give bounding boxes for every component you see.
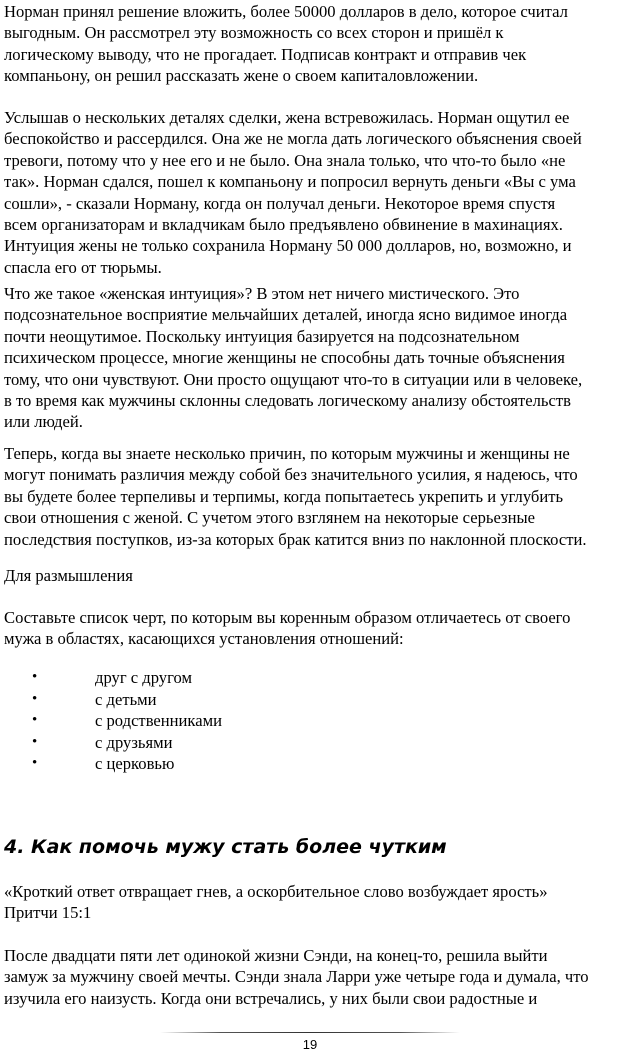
reflection-label xyxy=(4,565,616,586)
bullet-marker: • xyxy=(32,669,38,685)
list-item xyxy=(4,732,616,754)
list-item-text: с церковью xyxy=(95,754,175,774)
list-item-text: с друзьями xyxy=(95,732,173,752)
text-line: замуж за мужчину своей мечты. Сэнди знала Ларри уже четыре года и думала, что xyxy=(4,967,589,987)
paragraph-wife-intuition-story xyxy=(4,107,616,278)
paragraph-female-intuition xyxy=(4,283,616,433)
text-line: или людей. xyxy=(4,412,83,432)
text-line: компаньону, он решил рассказать жене о своем капиталовложении. xyxy=(4,66,479,86)
text-line: сошли», - сказали Норману, когда он получал деньги. Некоторое время спустя xyxy=(4,193,556,213)
text-line: Составьте список черт, по которым вы коренным образом отличаетесь от своего xyxy=(4,608,571,627)
bullet-marker: • xyxy=(32,733,38,750)
paragraph-understanding-differences xyxy=(4,443,616,550)
epigraph-quote xyxy=(4,881,616,924)
text-line: всем организаторам и вкладчикам было предъявлено обвинение в махинациях. xyxy=(4,215,563,235)
text-line: спасла его от тюрьмы. xyxy=(4,257,162,277)
list-item-text: с детьми xyxy=(95,689,157,709)
text-line: логическому выводу, что не прогадает. Подписав контракт и отправив чек xyxy=(4,44,527,64)
text-line: почти неощутимое. Поскольку интуиция базируется на подсознательном xyxy=(4,326,520,346)
bullet-marker: • xyxy=(32,690,38,707)
text-line: Что же такое «женская интуиция»? В этом нет ничего мистического. Это xyxy=(4,284,520,303)
list-item xyxy=(4,667,616,689)
paragraph-sandy-story xyxy=(4,945,616,1009)
bullet-marker: • xyxy=(32,712,38,729)
paragraph-norman-investment xyxy=(4,1,616,87)
text-line: изучила его наизусть. Когда они встречались, у них были свои радостные и xyxy=(4,988,538,1008)
text-line: Интуиция жены не только сохранила Норману 50 000 долларов, но, возможно, и xyxy=(4,236,572,256)
text-line: последствия поступков, из-за которых брак катится вниз по наклонной плоскости. xyxy=(4,529,587,549)
text-line: могут понимать различия между собой без значительного усилия, я надеюсь, что xyxy=(4,465,578,485)
text-line: Притчи 15:1 xyxy=(4,903,92,923)
text-line: Услышав о нескольких деталях сделки, жена встревожилась. Норман ощутил ее xyxy=(4,108,570,127)
page-number: 19 xyxy=(302,1037,318,1052)
text-line: выгодным. Он рассмотрел эту возможность со всех сторон и пришёл к xyxy=(4,23,504,43)
text-line: тревоги, потому что у нее его и не было. Она знала только, что что-то было «не xyxy=(4,150,566,170)
footer-divider xyxy=(160,1032,460,1033)
list-item xyxy=(4,710,616,732)
bullet-marker: • xyxy=(32,755,38,772)
text-line: свои отношения с женой. С учетом этого взглянем на некоторые серьезные xyxy=(4,508,535,528)
text-line: После двадцати пяти лет одинокой жизни Сэнди, на конец-то, решила выйти xyxy=(4,946,548,965)
text-line: в то время как мужчины склонны следовать логическому анализу обстоятельств xyxy=(4,391,571,411)
list-item xyxy=(4,753,616,775)
text-line: подсознательное восприятие мельчайших деталей, иногда ясно видимое иногда xyxy=(4,305,568,325)
text-line: мужа в областях, касающихся установления отношений: xyxy=(4,629,404,649)
text-line: тому, что они чувствуют. Они просто ощущают что-то в ситуации или в человеке, xyxy=(4,369,583,389)
text-line: Для размышления xyxy=(4,566,133,585)
text-line: Норман принял решение вложить, более 50000 долларов в дело, которое считал xyxy=(4,2,568,21)
paragraph-list-intro xyxy=(4,607,616,650)
text-line: так». Норман сдался, пошел к компаньону и попросил вернуть деньги «Вы с ума xyxy=(4,172,576,192)
text-line: вы будете более терпеливы и терпимы, когда попытаетесь укрепить и углубить xyxy=(4,486,564,506)
list-item-text: с родственниками xyxy=(95,711,222,731)
list-item-text: друг с другом xyxy=(95,668,192,687)
relationship-areas-list xyxy=(4,667,616,775)
list-item xyxy=(4,689,616,711)
text-line: беспокойство и рассердился. Она же не могла дать логического объяснения своей xyxy=(4,129,582,149)
section-heading: 4. Как помочь мужу стать более чутким xyxy=(4,836,447,858)
text-line: «Кроткий ответ отвращает гнев, а оскорбительное слово возбуждает ярость» xyxy=(4,882,548,901)
text-line: психическом процессе, многие женщины не способны дать точные объяснения xyxy=(4,348,565,368)
text-line: Теперь, когда вы знаете несколько причин, по которым мужчины и женщины не xyxy=(4,444,570,463)
